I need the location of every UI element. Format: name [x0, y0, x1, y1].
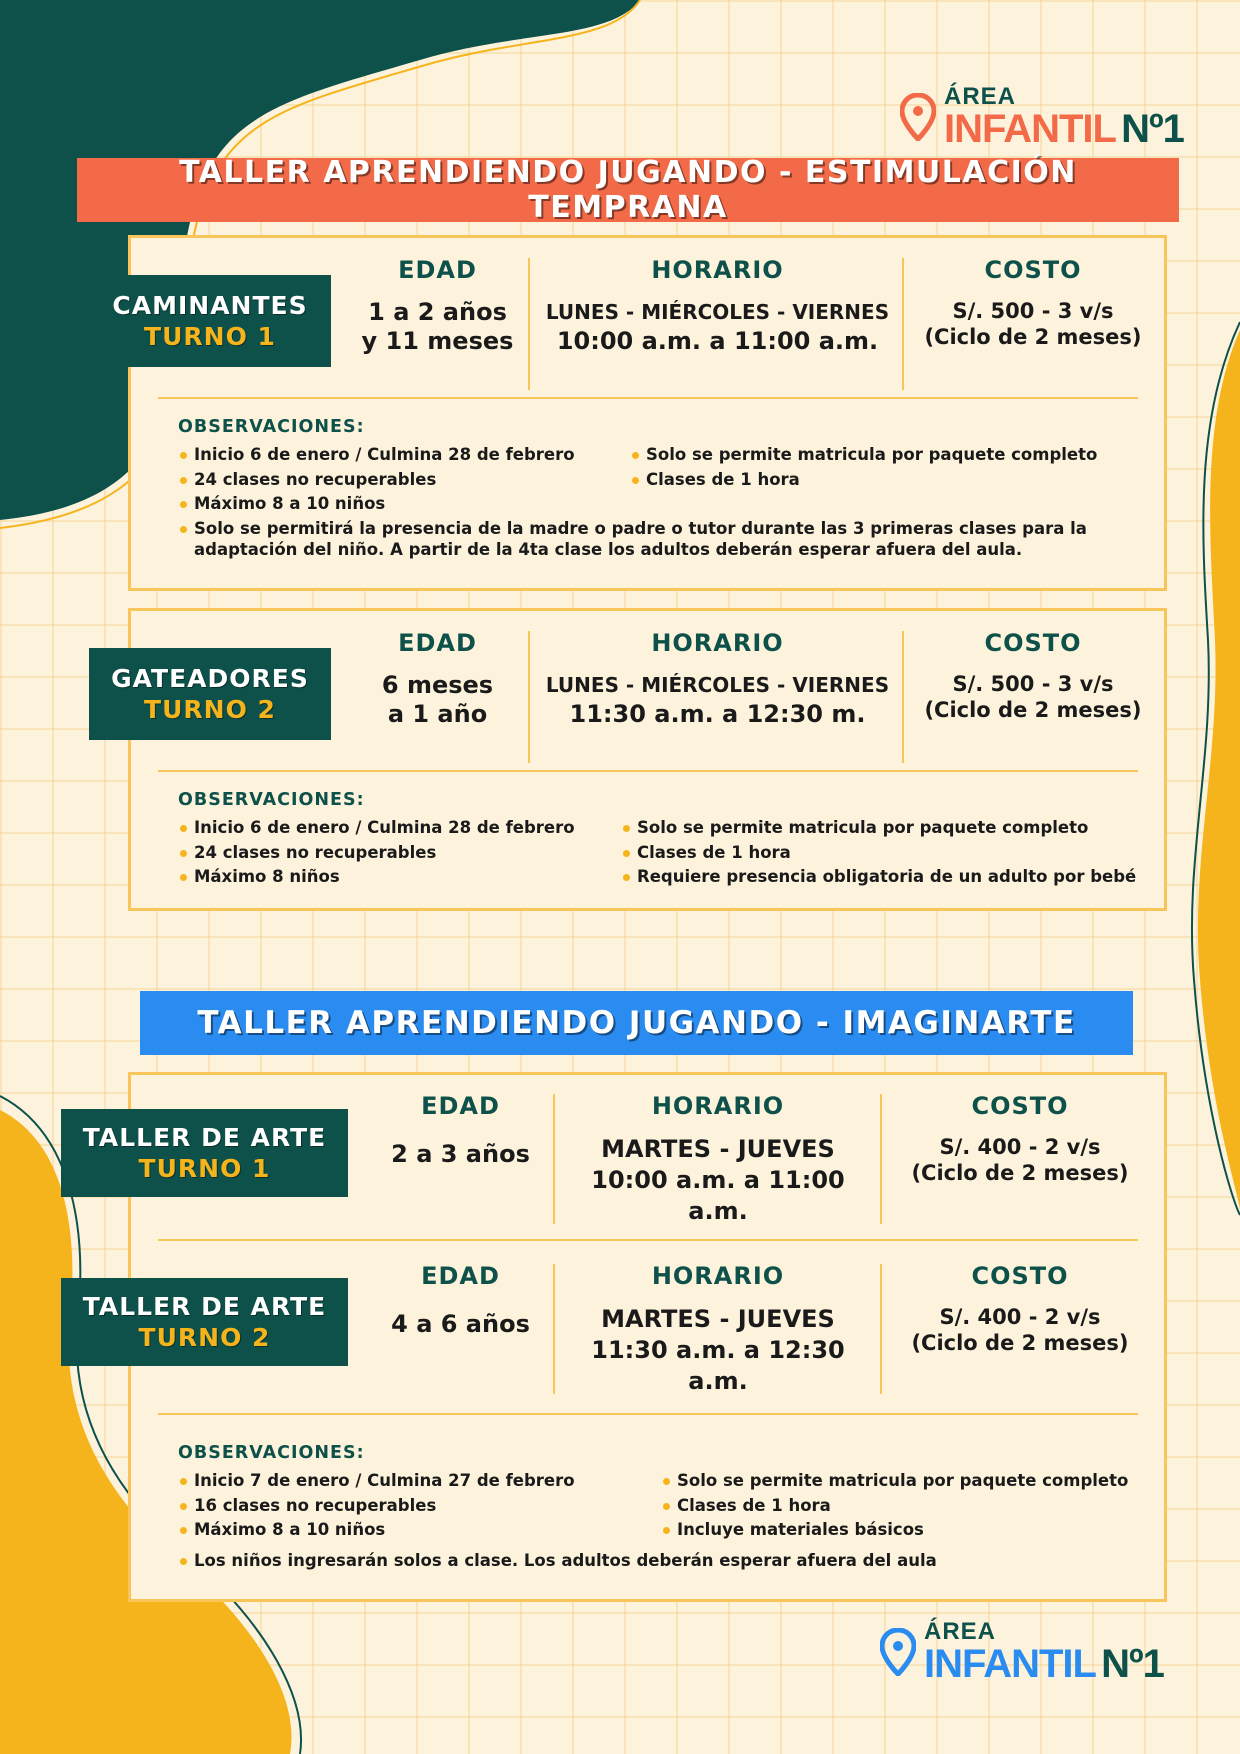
group-label-title: TALLER DE ARTE [82, 1291, 327, 1321]
observacion-item: Clases de 1 hora [621, 843, 1136, 864]
edad-header: EDAD [421, 1092, 500, 1120]
costo-header: COSTO [984, 629, 1082, 657]
group-label-arte-turno2 [61, 1278, 348, 1366]
edad-value-line2: a 1 año [387, 699, 488, 728]
section2-banner-text: TALLER APRENDIENDO JUGANDO - IMAGINARTE [197, 1005, 1076, 1041]
observacion-item: 24 clases no recuperables [178, 843, 621, 864]
observacion-item: Solo se permite matricula por paquete completo [621, 818, 1136, 839]
horario-column [558, 1262, 878, 1398]
group-label-turno: TURNO 2 [138, 1323, 271, 1352]
observaciones-title: OBSERVACIONES: [178, 1443, 365, 1463]
divider [902, 631, 904, 763]
costo-price: S/. 400 - 2 v/s [939, 1305, 1101, 1329]
observacion-item: Máximo 8 niños [178, 867, 621, 888]
observaciones-title: OBSERVACIONES: [178, 417, 365, 437]
observacion-item: Incluye materiales básicos [661, 1520, 1128, 1541]
divider [528, 258, 530, 390]
observacion-item: Inicio 6 de enero / Culmina 28 de febrero [178, 818, 621, 839]
observacion-item: Clases de 1 hora [661, 1496, 1128, 1517]
horario-time: 10:00 a.m. a 11:00 a.m. [591, 1166, 845, 1226]
divider [158, 770, 1138, 772]
horario-header: HORARIO [651, 629, 784, 657]
divider [528, 631, 530, 763]
group-label-turno: TURNO 1 [144, 322, 276, 351]
divider [880, 1264, 882, 1394]
costo-cycle: (Ciclo de 2 meses) [911, 1331, 1129, 1356]
group-label-gateadores [89, 648, 331, 740]
logo-line1: ÁREA [944, 83, 1017, 110]
observacion-item: 16 clases no recuperables [178, 1496, 661, 1517]
divider [902, 258, 904, 390]
edad-header: EDAD [398, 256, 477, 284]
costo-column [908, 629, 1158, 724]
observacion-line: adaptación del niño. A partir de la 4ta clase los adultos deberán esperar afuera del aula. [194, 539, 1023, 559]
horario-column [535, 629, 900, 730]
edad-column [350, 256, 525, 356]
edad-value-line1: 6 meses [381, 671, 494, 699]
section1-banner [77, 155, 1179, 225]
observacion-item: 24 clases no recuperables [178, 470, 630, 491]
costo-header: COSTO [984, 256, 1082, 284]
observacion-item [178, 519, 1138, 560]
horario-header: HORARIO [651, 1092, 785, 1120]
section1-banner-text: TALLER APRENDIENDO JUGANDO - ESTIMULACIÓN TEMPRANA [179, 155, 1077, 225]
divider [158, 1239, 1138, 1241]
logo-number: Nº1 [1101, 1642, 1164, 1686]
divider [553, 1094, 555, 1224]
observacion-item: Clases de 1 hora [630, 470, 1097, 491]
edad-value-line2: y 11 meses [361, 326, 514, 355]
logo-top [900, 85, 1184, 149]
group-label-turno: TURNO 1 [138, 1154, 271, 1183]
section2-banner [140, 991, 1133, 1055]
group-label-arte-turno1 [61, 1109, 348, 1197]
logo-line1: ÁREA [924, 1618, 997, 1645]
logo-line2: INFANTIL [944, 107, 1116, 151]
observacion-item: Solo se permite matricula por paquete completo [661, 1471, 1128, 1492]
horario-days: MARTES - JUEVES [601, 1305, 835, 1333]
map-pin-icon [900, 93, 936, 141]
observacion-line: Solo se permitirá la presencia de la madre o padre o tutor durante las 3 primeras clases para la [194, 518, 1087, 538]
horario-days: LUNES - MIÉRCOLES - VIERNES [545, 300, 890, 324]
map-pin-icon [880, 1628, 916, 1676]
horario-column [535, 256, 900, 357]
costo-cycle: (Ciclo de 2 meses) [924, 325, 1142, 350]
observacion-item: Requiere presencia obligatoria de un adulto por bebé [621, 867, 1136, 888]
costo-price: S/. 500 - 3 v/s [952, 299, 1114, 323]
observacion-item: Inicio 6 de enero / Culmina 28 de febrero [178, 445, 630, 466]
observaciones-title: OBSERVACIONES: [178, 790, 365, 810]
group-label-turno: TURNO 2 [144, 695, 276, 724]
observacion-item: Los niños ingresarán solos a clase. Los adultos deberán esperar afuera del aula [178, 1551, 1138, 1572]
observaciones-caminantes [178, 417, 1138, 564]
edad-value-line1: 1 a 2 años [368, 298, 507, 326]
edad-header: EDAD [398, 629, 477, 657]
horario-days: MARTES - JUEVES [601, 1135, 835, 1163]
horario-time: 11:30 a.m. a 12:30 a.m. [591, 1336, 845, 1396]
horario-days: LUNES - MIÉRCOLES - VIERNES [545, 673, 890, 697]
horario-header: HORARIO [651, 1262, 785, 1290]
costo-header: COSTO [971, 1092, 1069, 1120]
costo-header: COSTO [971, 1262, 1069, 1290]
group-label-title: CAMINANTES [112, 290, 308, 320]
divider [553, 1264, 555, 1394]
group-label-title: TALLER DE ARTE [82, 1122, 327, 1152]
edad-value: 4 a 6 años [391, 1310, 530, 1338]
observaciones-gateadores [178, 790, 1138, 892]
observaciones-imaginarte [178, 1443, 1138, 1576]
observacion-item: Máximo 8 a 10 niños [178, 1520, 661, 1541]
costo-column [885, 1262, 1155, 1357]
edad-value: 2 a 3 años [391, 1140, 530, 1168]
observacion-item: Máximo 8 a 10 niños [178, 494, 630, 515]
divider [158, 1413, 1138, 1415]
logo-bottom [880, 1620, 1164, 1684]
logo-number: Nº1 [1121, 107, 1184, 151]
observacion-item: Solo se permite matricula por paquete completo [630, 445, 1097, 466]
group-label-title: GATEADORES [111, 663, 309, 693]
edad-column [368, 1092, 553, 1169]
divider [880, 1094, 882, 1224]
edad-column [350, 629, 525, 729]
horario-column [558, 1092, 878, 1228]
horario-header: HORARIO [651, 256, 784, 284]
edad-header: EDAD [421, 1262, 500, 1290]
costo-column [885, 1092, 1155, 1187]
edad-column [368, 1262, 553, 1339]
horario-time: 11:30 a.m. a 12:30 m. [569, 700, 866, 728]
observacion-item: Inicio 7 de enero / Culmina 27 de febrero [178, 1471, 661, 1492]
group-label-caminantes [89, 275, 331, 367]
logo-line2: INFANTIL [924, 1642, 1096, 1686]
divider [158, 397, 1138, 399]
costo-cycle: (Ciclo de 2 meses) [911, 1161, 1129, 1186]
costo-price: S/. 400 - 2 v/s [939, 1135, 1101, 1159]
costo-cycle: (Ciclo de 2 meses) [924, 698, 1142, 723]
costo-price: S/. 500 - 3 v/s [952, 672, 1114, 696]
horario-time: 10:00 a.m. a 11:00 a.m. [556, 327, 879, 355]
costo-column [908, 256, 1158, 351]
